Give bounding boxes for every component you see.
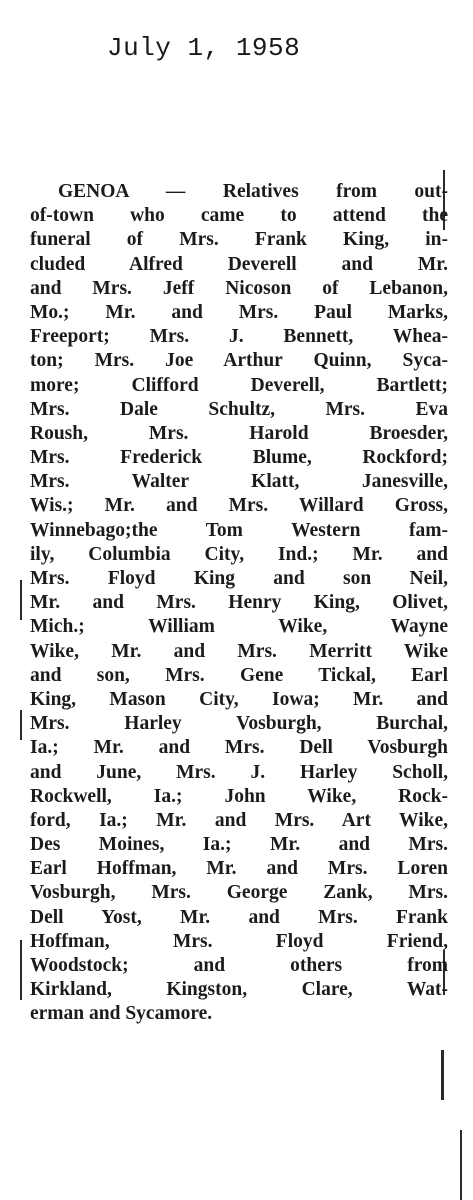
article-line: erman and Sycamore. xyxy=(30,1003,213,1025)
article-line: Mich.; William Wike, Wayne xyxy=(30,616,448,638)
article-line: Mrs. Frederick Blume, Rockford; xyxy=(30,447,448,469)
article-line: Mo.; Mr. and Mrs. Paul Marks, xyxy=(30,301,448,323)
article-line: Mrs. Floyd King and son Neil, xyxy=(30,568,448,589)
article-line: Rockwell, Ia.; John Wike, Rock- xyxy=(30,785,448,807)
article-line: Winnebago;the Tom Western fam- xyxy=(30,519,448,541)
clipping-date: July 1, 1958 xyxy=(107,33,301,63)
article-line: cluded Alfred Deverell and Mr. xyxy=(30,253,448,275)
article-line: Des Moines, Ia.; Mr. and Mrs. xyxy=(30,834,448,856)
article-line: ford, Ia.; Mr. and Mrs. Art Wike, xyxy=(30,809,448,831)
article-line: Mr. and Mrs. Henry King, Olivet, xyxy=(30,592,448,614)
article-line: of-town who came to attend the xyxy=(30,205,448,227)
article-body xyxy=(30,180,448,1027)
article-line: funeral of Mrs. Frank King, in- xyxy=(30,229,448,251)
clipping-edge-mark xyxy=(20,580,22,620)
article-line: Kirkland, Kingston, Clare, Wat- xyxy=(30,979,448,1001)
article-line: Dell Yost, Mr. and Mrs. Frank xyxy=(30,906,448,928)
article-line: Woodstock; and others from xyxy=(30,955,448,976)
article-line: Wike, Mr. and Mrs. Merritt Wike xyxy=(30,640,448,662)
article-line: Wis.; Mr. and Mrs. Willard Gross, xyxy=(30,495,448,517)
article-line: and son, Mrs. Gene Tickal, Earl xyxy=(30,664,448,686)
clipping-edge-mark xyxy=(460,1130,462,1200)
newspaper-clipping xyxy=(20,170,448,1025)
article-line: King, Mason City, Iowa; Mr. and xyxy=(30,688,448,710)
article-line: Mrs. Harley Vosburgh, Burchal, xyxy=(30,713,448,735)
article-line: and June, Mrs. J. Harley Scholl, xyxy=(30,761,448,783)
article-line: Ia.; Mr. and Mrs. Dell Vosburgh xyxy=(30,737,448,759)
article-line: more; Clifford Deverell, Bartlett; xyxy=(30,374,448,396)
article-line: Vosburgh, Mrs. George Zank, Mrs. xyxy=(30,882,448,904)
clipping-edge-mark xyxy=(441,1050,444,1100)
article-line: Roush, Mrs. Harold Broesder, xyxy=(30,422,448,444)
article-line: GENOA — Relatives from out- xyxy=(58,181,448,202)
article-line: ily, Columbia City, Ind.; Mr. and xyxy=(30,543,448,565)
article-line: Mrs. Walter Klatt, Janesville, xyxy=(30,471,448,493)
article-line: Hoffman, Mrs. Floyd Friend, xyxy=(30,930,448,952)
article-line: and Mrs. Jeff Nicoson of Lebanon, xyxy=(30,277,448,299)
clipping-edge-mark xyxy=(20,710,22,740)
article-line: Mrs. Dale Schultz, Mrs. Eva xyxy=(30,398,448,420)
article-line: ton; Mrs. Joe Arthur Quinn, Syca- xyxy=(30,350,448,372)
article-line: Freeport; Mrs. J. Bennett, Whea- xyxy=(30,326,448,348)
article-line: Earl Hoffman, Mr. and Mrs. Loren xyxy=(30,858,448,880)
clipping-edge-mark xyxy=(20,940,22,1000)
